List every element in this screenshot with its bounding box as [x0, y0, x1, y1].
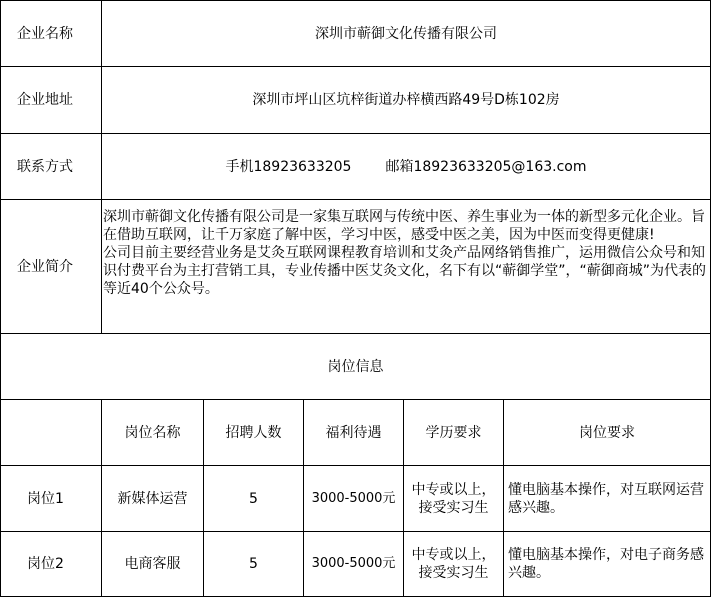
row-divider-3 — [0, 199, 711, 200]
job-row-2-label: 岗位2 — [27, 556, 64, 572]
company-name-value: 深圳市蕲御文化传播有限公司 — [315, 25, 497, 42]
job-row-2-requirement: 懂电脑基本操作，对电子商务感兴趣。 — [508, 547, 704, 581]
company-name-label: 企业名称 — [17, 25, 73, 42]
intro-paragraph-2: 公司目前主要经营业务是艾灸互联网课程教育培训和艾灸产品网络销售推广，运用微信公众号和知识付费平台为主打营销工具，专业传播中医艾灸文化，名下有以“蕲御学堂”，“蕲御商城”为代表的等近40个公众号。 — [103, 245, 707, 297]
company-intro-label: 企业简介 — [17, 258, 73, 275]
job-row-1-count: 5 — [249, 490, 258, 507]
company-address-label: 企业地址 — [17, 92, 73, 108]
contact-phone: 手机18923633205 — [225, 158, 352, 175]
jobs-header-title: 岗位名称 — [124, 424, 181, 441]
company-contact-label: 联系方式 — [17, 158, 73, 175]
jobs-header-requirement: 岗位要求 — [579, 424, 635, 441]
job-row-2-education: 中专或以上，接受实习生 — [411, 547, 496, 581]
intro-paragraph-1: 深圳市蕲御文化传播有限公司是一家集互联网与传统中医、养生事业为一体的新型多元化企业。旨在借助互联网，让千万家庭了解中医，学习中医，感受中医之美，因为中医而变得更健康! — [103, 209, 705, 243]
company-intro-text — [103, 208, 707, 298]
job-row-2-salary: 3000-5000元 — [311, 556, 396, 571]
contact-email: 邮箱18923633205@163.com — [385, 158, 587, 175]
jobs-header-education: 学历要求 — [425, 424, 482, 441]
company-contact-value — [102, 134, 710, 199]
jobs-header-salary: 福利待遇 — [325, 424, 382, 441]
job-row-1-salary: 3000-5000元 — [311, 490, 396, 506]
job-row-2-title: 电商客服 — [124, 556, 181, 572]
jobs-section-title: 岗位信息 — [327, 358, 384, 375]
company-address-value: 深圳市坪山区坑梓街道办梓横西路49号D栋102房 — [252, 92, 560, 108]
jobs-header-count: 招聘人数 — [225, 424, 282, 441]
job-row-1-label: 岗位1 — [27, 490, 64, 507]
job-row-2-count: 5 — [249, 556, 258, 572]
job-row-1-title: 新媒体运营 — [117, 490, 188, 507]
job-row-1-requirement: 懂电脑基本操作，对互联网运营感兴趣。 — [508, 481, 704, 516]
job-row-1-education: 中专或以上，接受实习生 — [411, 481, 496, 516]
